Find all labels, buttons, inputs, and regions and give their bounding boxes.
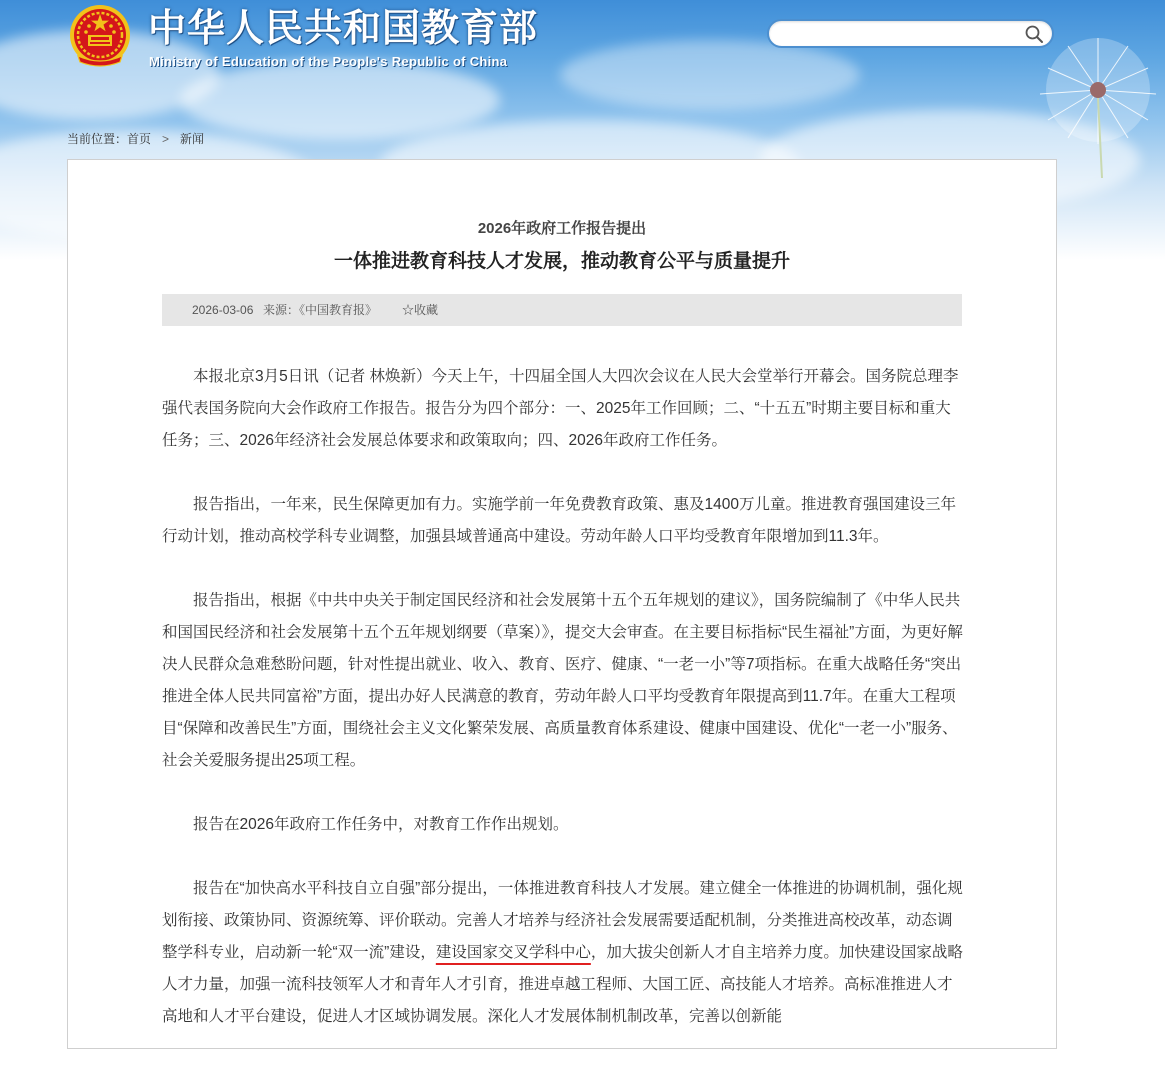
cloud-decoration	[560, 40, 860, 110]
breadcrumb-label: 当前位置：	[67, 132, 128, 146]
article-subtitle: 2026年政府工作报告提出	[477, 220, 647, 237]
article-paragraph: 报告指出，根据《中共中央关于制定国民经济和社会发展第十五个五年规划的建议》，国务院编制了《中华人民共和国国民经济和社会发展第十五个五年规划纲要（草案）》，提交大会审查。在主要目标指标“民生福祉”方面，为更好解决人民群众急难愁盼问题，针对性提出就业、收入、教育、医疗、健康、“一老一小”等7项指标。在重大战略任务“突出推进全体人民共同富裕”方面，提出办好人民满意的教育，劳动年龄人口平均受教育年限提高到11.7年。在重大工程项目“保障和改善民生”方面，围绕社会主义文化繁荣发展、高质量教育体系建设、健康中国建设、优化“一老一小”服务、社会关爱服务提出25项工程。	[162, 592, 963, 769]
paragraph-text: ，加大拔尖创新人才自主培养力度。加快建设国家战略人才力量，加强一流科技领军人才和青年人才引育，推进卓越工程师、大国工匠、高技能人才培养。高标准推进人才高地和人才平台建设，促进人才区域协调发展。深化人才发展体制机制改革，完善以创新能	[162, 944, 963, 1025]
breadcrumb-separator: >	[162, 132, 170, 146]
article-source: 来源：《中国教育报》	[263, 303, 378, 317]
highlighted-phrase: 建设国家交叉学科中心	[435, 944, 591, 961]
article-body	[162, 361, 964, 1065]
article-meta-bar	[162, 294, 962, 326]
national-emblem-icon	[68, 4, 132, 70]
article-date: 2026-03-06	[192, 303, 254, 317]
breadcrumb-news-link[interactable]: 新闻	[180, 132, 205, 146]
search-input[interactable]	[781, 24, 1025, 45]
paragraph-text: 报告在“加快高水平科技自立自强”部分提出，一体推进教育科技人才发展。建立健全一体推进的协调机制，强化规划衔接、政策协同、资源统筹、评价联动。完善人才培养与经济社会发展需要适配机制，分类推进高校改革，动态调整学科专业，启动新一轮“双一流”建设，	[162, 880, 963, 961]
article-paragraph: 报告在2026年政府工作任务中，对教育工作作出规划。	[193, 816, 569, 833]
search-box[interactable]	[767, 19, 1054, 48]
site-title[interactable]: 中华人民共和国教育部	[148, 8, 539, 50]
article-paragraph: 本报北京3月5日讯（记者 林焕新）今天上午，十四届全国人大四次会议在人民大会堂举行开幕会。国务院总理李强代表国务院向大会作政府工作报告。报告分为四个部分：一、2025年工作回顾；二、“十五五”时期主要目标和重大任务；三、2026年经济社会发展总体要求和政策取向；四、2026年政府工作任务。	[162, 368, 959, 449]
site-subtitle-en: Ministry of Education of the People's Republic of China	[149, 54, 508, 69]
article-paragraph	[162, 873, 964, 1033]
breadcrumb	[67, 130, 204, 148]
cloud-decoration	[180, 60, 500, 140]
article-container	[67, 159, 1057, 1049]
article-title: 一体推进教育科技人才发展，推动教育公平与质量提升	[333, 251, 790, 272]
article-paragraph: 报告指出，一年来，民生保障更加有力。实施学前一年免费教育政策、惠及1400万儿童。推进教育强国建设三年行动计划，推动高校学科专业调整，加强县域普通高中建设。劳动年龄人口平均受教育年限增加到11.3年。	[162, 496, 956, 545]
favorite-button[interactable]: ☆收藏	[402, 303, 439, 317]
dandelion-decoration	[1028, 28, 1165, 178]
breadcrumb-home-link[interactable]: 首页	[127, 132, 152, 146]
